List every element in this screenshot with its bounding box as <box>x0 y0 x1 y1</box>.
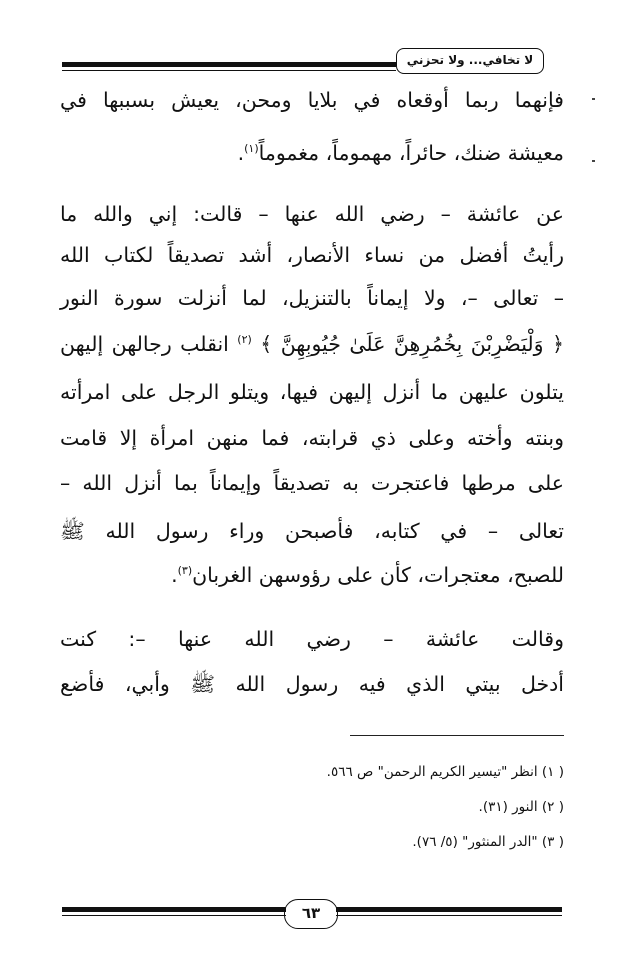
footnote-2: ( ٢) النور (٣١). <box>478 799 564 815</box>
body-line-8: وبنته وأخته وعلى ذي قرابته، فما منهن امرأة إلا قامت <box>60 426 564 450</box>
footnote-ref-2: (٢) <box>237 333 252 347</box>
footer-rule <box>336 907 562 912</box>
header-rule-thin <box>62 70 396 71</box>
sentence-end: . <box>237 141 245 165</box>
footer-rule-thin <box>336 915 562 916</box>
body-line-11-text: للصبح، معتجرات، كأن على رؤوسهن الغربان <box>192 563 564 587</box>
margin-mark <box>592 98 595 100</box>
header-rule <box>62 62 396 67</box>
page-number: ٦٣ <box>284 899 338 929</box>
footnote-ref-3: (٣) <box>177 564 193 578</box>
body-line-2 <box>238 141 564 165</box>
body-line-2-text: معيشة ضنك، حائراً، مهموماً، مغموماً <box>258 141 564 165</box>
margin-mark <box>592 160 595 162</box>
body-line-12: وقالت عائشة – رضي الله عنها –: كنت <box>60 627 564 651</box>
body-line-4: رأيتُ أفضل من نساء الأنصار، أشد تصديقاً لكتاب الله <box>60 243 564 267</box>
body-line-3: عن عائشة – رضي الله عنها – قالت: إني والله ما <box>60 202 564 226</box>
footer-rule <box>62 907 286 912</box>
body-line-13: أدخل بيتي الذي فيه رسول الله ﷺ وأبي، فأضع <box>60 672 564 696</box>
quran-verse: ﴿ وَلْيَضْرِبْنَ بِخُمُرِهِنَّ عَلَىٰ جُيُوبِهِنَّ ﴾ <box>260 332 564 356</box>
footnote-ref-1: (١) <box>244 142 259 156</box>
sentence-end: . <box>171 563 178 587</box>
body-line-6-text: انقلب رجالهن إليهن <box>60 332 229 356</box>
footnote-1: ( ١) انظر "تيسير الكريم الرحمن" ص ٥٦٦. <box>326 764 564 780</box>
body-line-10: تعالى – في كتابه، فأصبحن وراء رسول الله ﷺ <box>60 519 564 543</box>
body-line-1: فإنهما ربما أوقعاه في بلايا ومحن، يعيش بسببها في <box>60 88 564 112</box>
footer-rule-thin <box>62 915 286 916</box>
body-line-11 <box>171 563 564 587</box>
body-line-9: على مرطها فاعتجرت به تصديقاً وإيماناً بما أنزل الله – <box>60 471 564 495</box>
footnote-3: ( ٣) "الدر المنثور" (٥/ ٧٦). <box>412 834 564 850</box>
footnote-separator <box>350 735 564 736</box>
body-line-5: – تعالى –، ولا إيماناً بالتنزيل، لما أنزلت سورة النور <box>60 286 564 310</box>
running-title: لا تخافي... ولا تحزني <box>396 48 544 74</box>
body-line-6 <box>60 332 564 356</box>
body-line-7: يتلون عليهن ما أنزل إليهن فيها، ويتلو الرجل على امرأته <box>60 380 564 404</box>
